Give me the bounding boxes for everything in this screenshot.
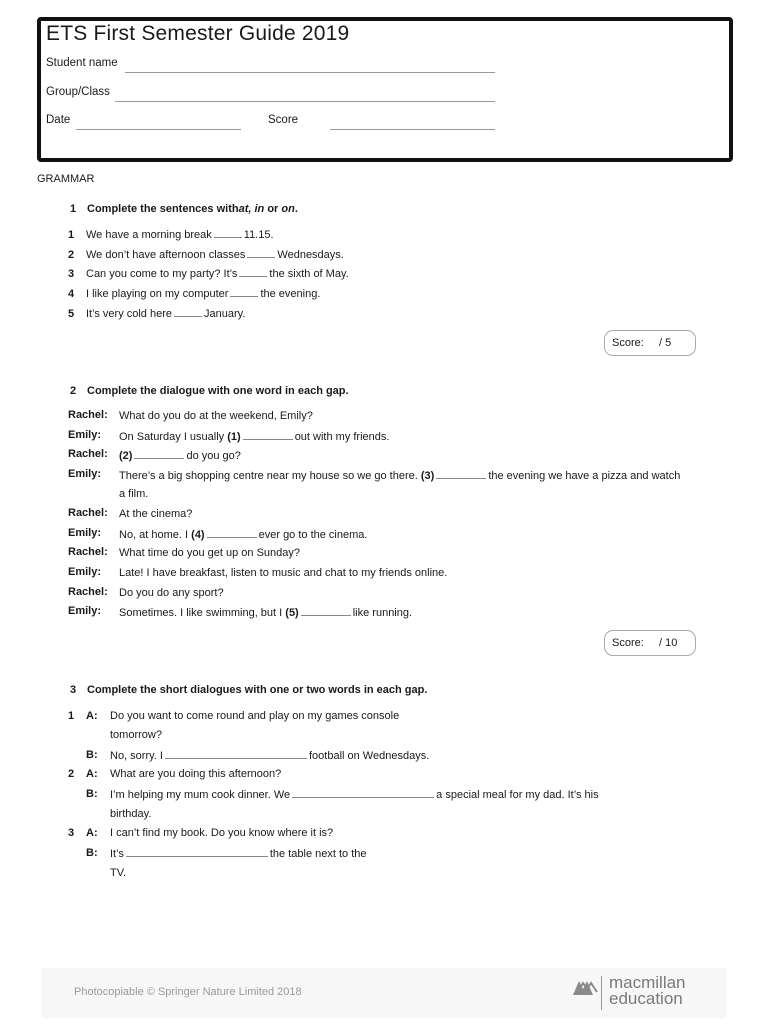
- dialogue-line: It’s the table next to the: [110, 848, 367, 860]
- answer-gap[interactable]: [247, 247, 275, 258]
- q1-item: 5 It’s very cold here January.: [68, 308, 246, 320]
- dialogue-line: No, at home. I (4) ever go to the cinema.: [119, 529, 368, 541]
- q2-number: 2: [70, 385, 77, 397]
- speaker-b-label: B:: [86, 749, 98, 761]
- answer-gap[interactable]: [230, 286, 258, 297]
- speaker-label: Rachel:: [68, 507, 108, 519]
- answer-gap[interactable]: [436, 468, 486, 479]
- q3-number: 3: [70, 684, 77, 696]
- speaker-label: Emily:: [68, 527, 102, 539]
- speaker-label: Emily:: [68, 429, 102, 441]
- section-label: GRAMMAR: [37, 173, 95, 185]
- speaker-label: Emily:: [68, 605, 102, 617]
- speaker-b-label: B:: [86, 788, 98, 800]
- q1-number: 1: [70, 203, 77, 215]
- speaker-label: Rachel:: [68, 409, 108, 421]
- date-field[interactable]: [76, 129, 241, 130]
- group-field[interactable]: [115, 101, 495, 102]
- answer-gap[interactable]: [174, 306, 202, 317]
- macmillan-logo-icon: [572, 975, 598, 997]
- q1-item: 2 We don’t have afternoon classes Wednesdays.: [68, 249, 344, 261]
- q3-item-number: 2: [68, 768, 75, 780]
- q1-item: 4 I like playing on my computer the evening.: [68, 288, 321, 300]
- dialogue-line: What do you do at the weekend, Emily?: [119, 410, 313, 422]
- speaker-b-label: B:: [86, 847, 98, 859]
- q1-heading: 1 Complete the sentences withat, in or on.: [70, 203, 298, 215]
- score-label: Score: [268, 114, 299, 126]
- copyright-text: Photocopiable © Springer Nature Limited 2018: [74, 986, 302, 998]
- dialogue-line: Late! I have breakfast, listen to music and chat to my friends online.: [119, 567, 448, 579]
- dialogue-line: On Saturday I usually (1) out with my friends.: [119, 431, 390, 443]
- answer-gap[interactable]: [239, 266, 267, 277]
- q2-score-box: Score: / 10: [604, 630, 696, 656]
- dialogue-line: What time do you get up on Sunday?: [119, 547, 301, 559]
- speaker-label: Rachel:: [68, 448, 108, 460]
- logo-wordmark: macmillan education: [609, 973, 686, 1008]
- page-title: ETS First Semester Guide 2019: [46, 22, 350, 45]
- dialogue-line: (2) do you go?: [119, 450, 241, 462]
- dialogue-line: Do you want to come round and play on my games console: [110, 710, 400, 722]
- q1-score-box: Score: / 5: [604, 330, 696, 356]
- dialogue-line: a film.: [119, 488, 149, 500]
- q3-heading: 3 Complete the short dialogues with one or two words in each gap.: [70, 684, 428, 696]
- dialogue-line: Do you do any sport?: [119, 587, 224, 599]
- q3-item-number: 3: [68, 827, 75, 839]
- dialogue-line: What are you doing this afternoon?: [110, 768, 282, 780]
- speaker-label: Emily:: [68, 468, 102, 480]
- student-name-field[interactable]: [125, 72, 495, 73]
- answer-gap[interactable]: [292, 787, 434, 798]
- q2-heading: 2 Complete the dialogue with one word in each gap.: [70, 385, 349, 397]
- speaker-a-label: A:: [86, 827, 98, 839]
- dialogue-line: tomorrow?: [110, 729, 162, 741]
- q3-item-number: 1: [68, 710, 75, 722]
- answer-gap[interactable]: [126, 846, 268, 857]
- date-label: Date: [46, 114, 71, 126]
- q1-item: 3 Can you come to my party? It’s the sixth of May.: [68, 268, 349, 280]
- answer-gap[interactable]: [207, 527, 257, 538]
- dialogue-line: At the cinema?: [119, 508, 193, 520]
- speaker-label: Rachel:: [68, 546, 108, 558]
- dialogue-line: Sometimes. I like swimming, but I (5) like running.: [119, 607, 413, 619]
- answer-gap[interactable]: [243, 429, 293, 440]
- logo-divider: [601, 976, 602, 1010]
- answer-gap[interactable]: [301, 605, 351, 616]
- answer-gap[interactable]: [165, 748, 307, 759]
- dialogue-line: No, sorry. I football on Wednesdays.: [110, 750, 430, 762]
- dialogue-line: There’s a big shopping centre near my house so we go there. (3) the evening we have a pizza and watch: [119, 470, 681, 482]
- speaker-label: Rachel:: [68, 586, 108, 598]
- dialogue-line: TV.: [110, 867, 127, 879]
- q1-item: 1 We have a morning break 11.15.: [68, 229, 274, 241]
- dialogue-line: birthday.: [110, 808, 152, 820]
- group-label: Group/Class: [46, 86, 110, 98]
- student-name-label: Student name: [46, 57, 118, 69]
- speaker-a-label: A:: [86, 710, 98, 722]
- answer-gap[interactable]: [134, 448, 184, 459]
- dialogue-line: I’m helping my mum cook dinner. We a special meal for my dad. It’s his: [110, 789, 599, 801]
- speaker-label: Emily:: [68, 566, 102, 578]
- speaker-a-label: A:: [86, 768, 98, 780]
- dialogue-line: I can’t find my book. Do you know where it is?: [110, 827, 334, 839]
- answer-gap[interactable]: [214, 227, 242, 238]
- score-field[interactable]: [330, 129, 495, 130]
